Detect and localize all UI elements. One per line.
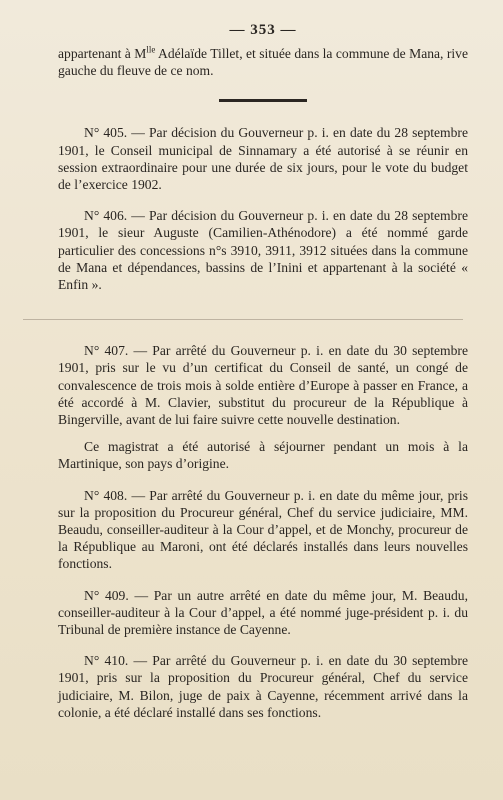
spacer <box>58 473 468 487</box>
decision-408: N° 408. — Par arrêté du Gouverneur p. i. en date du même jour, pris sur la proposition du Procureur général, Chef du service judiciaire, MM. Beaudu, conseiller-auditeur à la Cour d’appel, et de Monchy, procureur de la République au Maroni, ont été déclarés installés dans leurs nouvelles fonctions. <box>58 487 468 572</box>
spacer <box>58 638 468 652</box>
spacer <box>58 573 468 587</box>
decision-407: N° 407. — Par arrêté du Gouverneur p. i. en date du 30 septembre 1901, pris sur le vu d’un certificat du Conseil de santé, un congé de convalescence de trois mois à solde entière d’Europe à passer en France, a été accordé à M. Clavier, substitut du procureur de la République à Bingerville, avant de lui faire suivre cette nouvelle destination. <box>58 343 468 428</box>
intro-line-rest: Adélaïde Tillet, et située dans la commune de Mana, rive gauche du fleuve de ce nom. <box>58 46 468 79</box>
intro-paragraph <box>58 45 468 79</box>
decision-407-addendum: Ce magistrat a été autorisé à séjourner pendant un mois à la Martinique, son pays d’origine. <box>58 439 468 472</box>
spacer <box>58 428 468 438</box>
decision-405: N° 405. — Par décision du Gouverneur p. i. en date du 28 septembre 1901, le Conseil municipal de Sinnamary a été autorisé à se réunir en session extraordinaire pour une durée de six jours, pour le vote du budget de l’exercice 1902. <box>58 125 468 193</box>
spacer <box>58 193 468 207</box>
decision-409: N° 409. — Par un autre arrêté en date du même jour, M. Beaudu, conseiller-auditeur à la Cour d’appel, a été nommé juge-président p. i. du Tribunal de première instance de Cayenne. <box>58 587 468 638</box>
section-divider <box>219 99 307 102</box>
page-number: — 353 — <box>229 22 297 38</box>
decision-410: N° 410. — Par arrêté du Gouverneur p. i. en date du 30 septembre 1901, pris sur la proposition du Procureur général, Chef du service judiciaire, M. Bilon, juge de paix à Cayenne, récemment arrivé dans la colonie, a été déclaré installé dans ses fonctions. <box>58 653 468 720</box>
intro-superscript: lle <box>146 44 156 55</box>
page-separator <box>23 319 463 320</box>
decision-406: N° 406. — Par décision du Gouverneur p. i. en date du 28 septembre 1901, le sieur Auguste (Camilien-Athénodore) a été nommé garde particulier des concessions n°s 3910, 3911, 3912 situées dans la commune de Mana et dépendances, bassins de l’Inini et appartenant à la société « Enfin ». <box>58 208 468 293</box>
intro-line-start: appartenant à M <box>58 46 147 61</box>
